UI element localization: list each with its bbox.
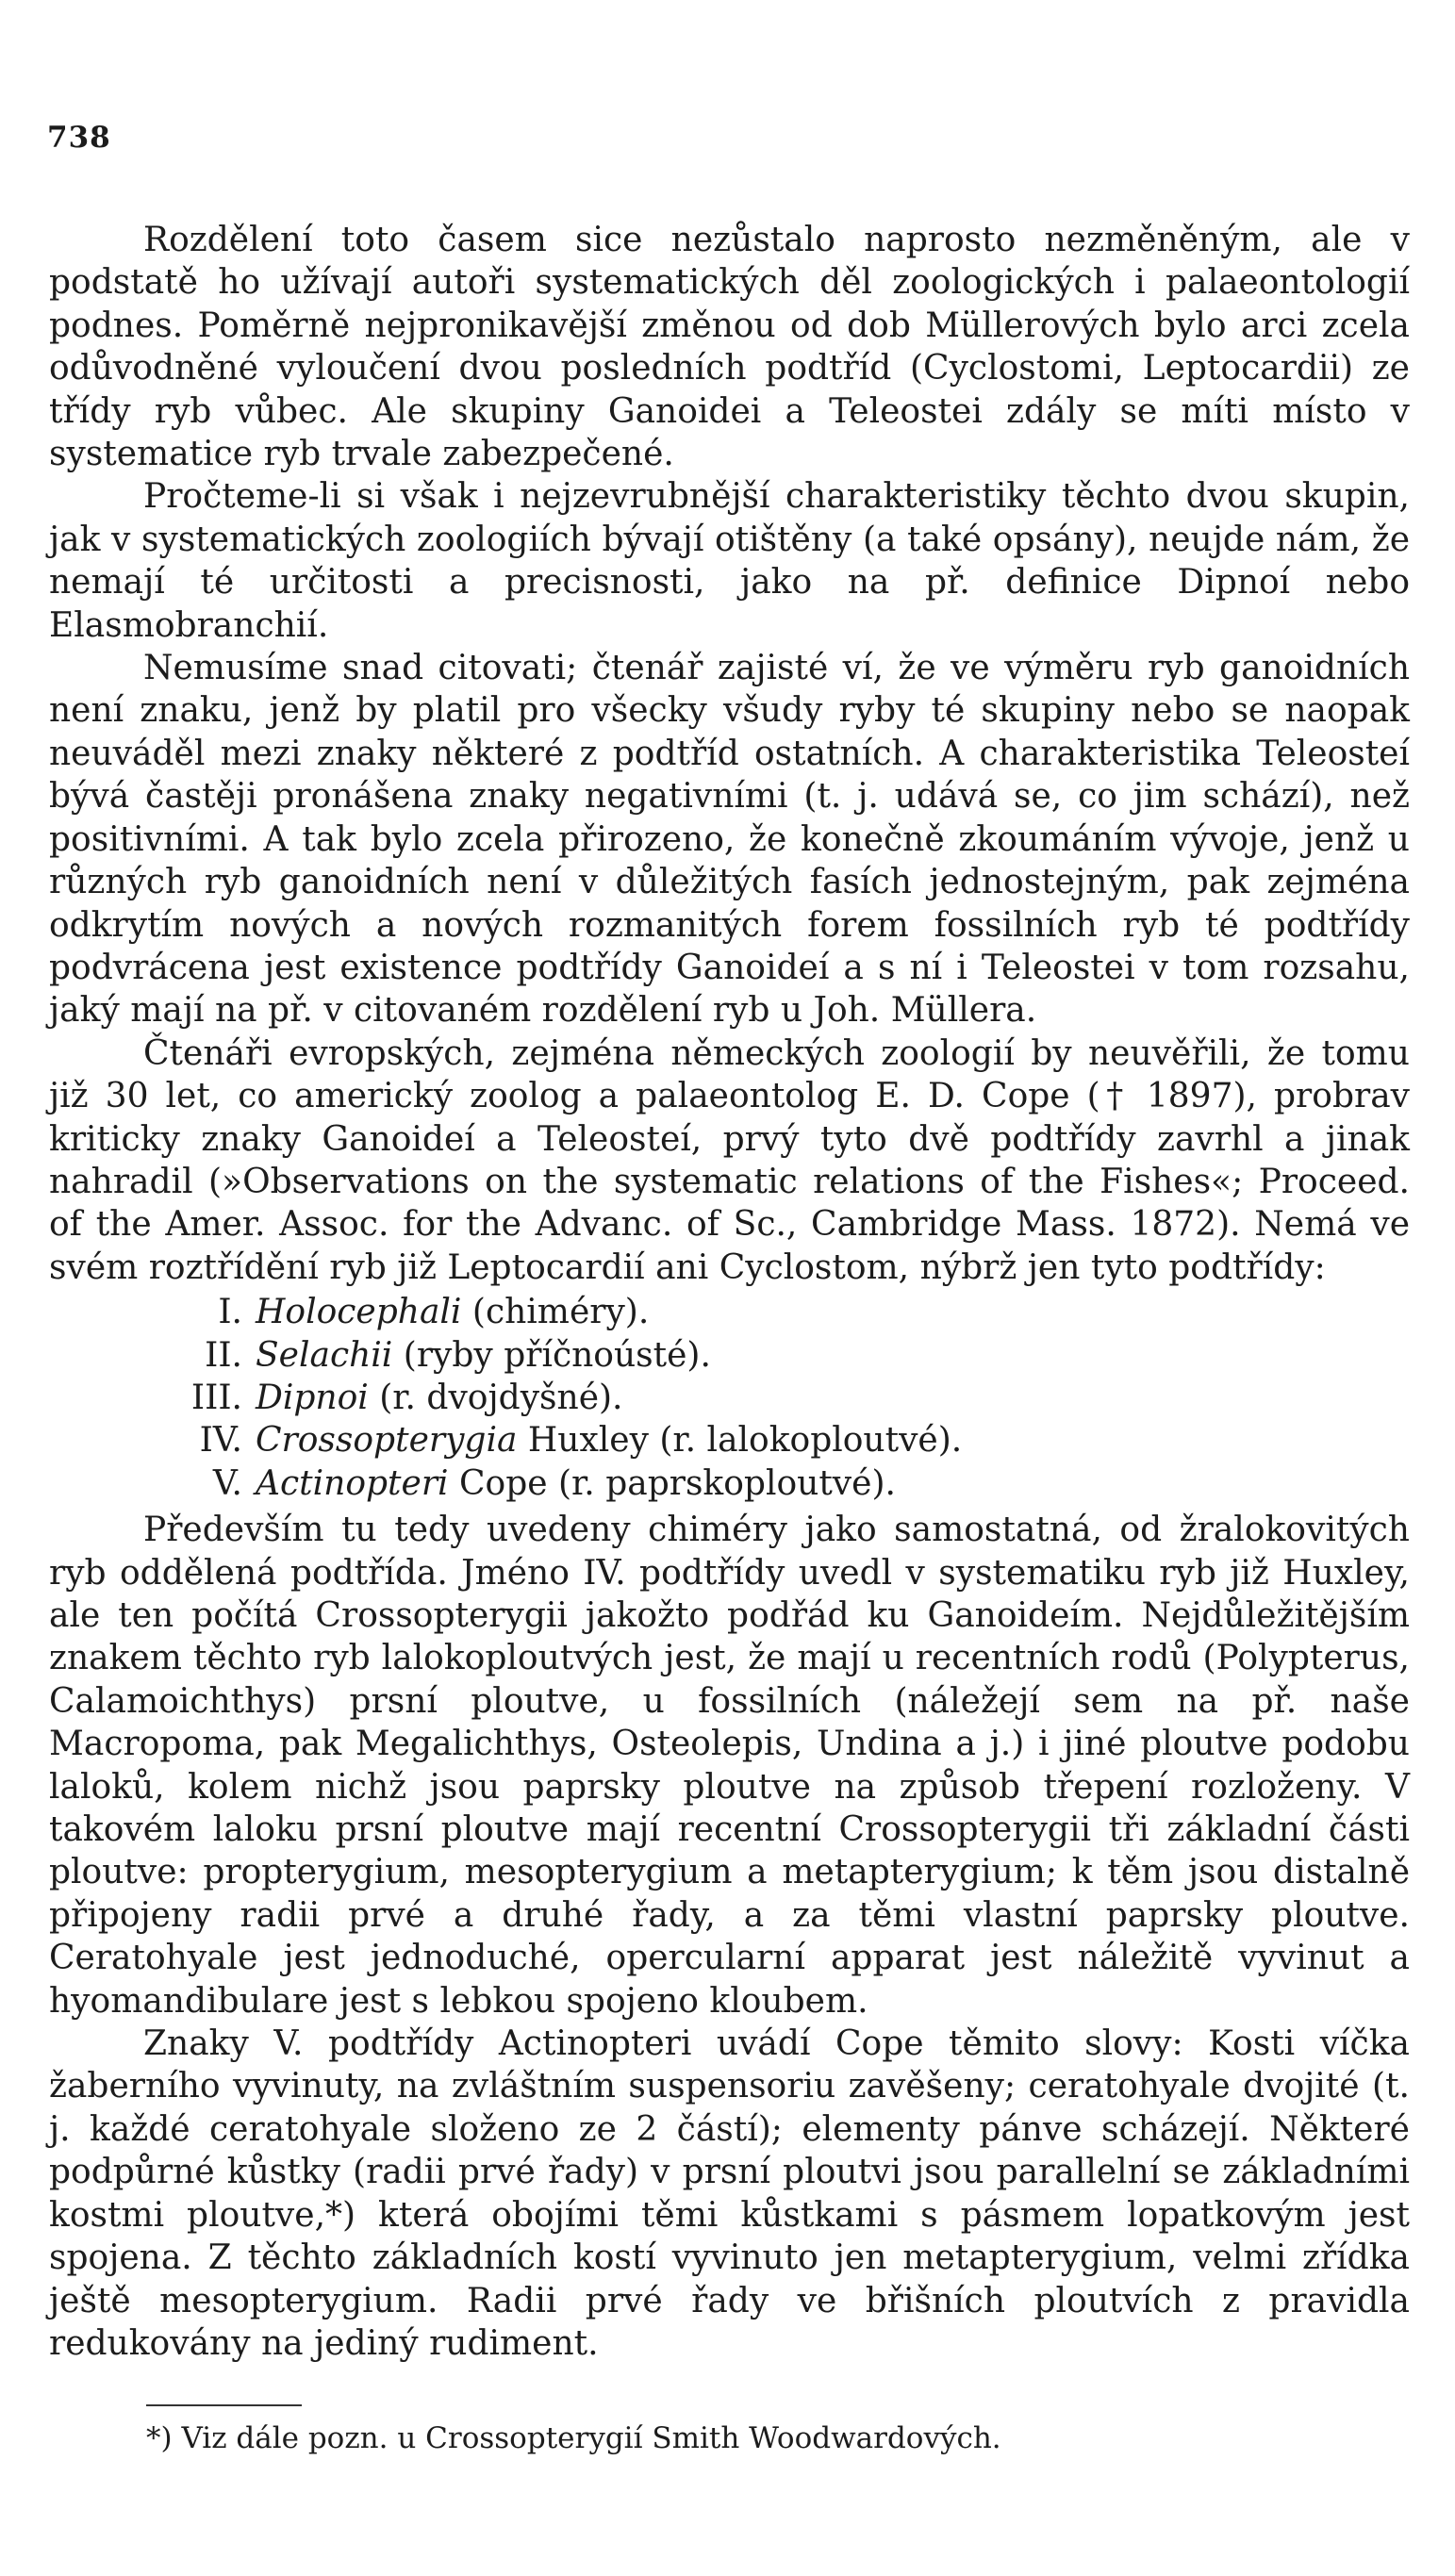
subclass-name: Selachii [256, 1335, 393, 1375]
subclass-item [49, 1334, 1410, 1377]
footnote: *) Viz dále pozn. u Crossopterygií Smith Woodwardových. [146, 2421, 1001, 2455]
subclass-desc: Huxley (r. lalokoploutvé). [517, 1421, 963, 1461]
subclass-list [49, 1291, 1410, 1505]
subclass-name: Actinopteri [256, 1463, 449, 1503]
subclass-number: III. [190, 1378, 242, 1417]
subclass-desc: (r. dvojdyšné). [368, 1378, 623, 1417]
subclass-item [49, 1419, 1410, 1461]
subclass-desc: (chiméry). [461, 1293, 650, 1332]
subclass-name: Holocephali [256, 1293, 462, 1332]
subclass-number: I. [218, 1293, 242, 1332]
subclass-desc: (ryby příčnoústé). [392, 1335, 711, 1375]
paragraph: Znaky V. podtřídy Actinopteri uvádí Cope těmito slovy: Kosti víčka žaberního vyvinuty, na zvláštním suspensoriu zavěšeny; ceratohyale dvojité (t. j. každé ceratohyale složeno ze 2 částí); elementy pánve scházejí. Některé podpůrné kůstky (radii prvé řady) v prsní ploutvi jsou parallelní se základními kostmi ploutve,*) která obojími těmi kůstkami s pásmem lopatkovým jest spojena. Z těchto základních kostí vyvinuto jen metapterygium, velmi zřídka ještě mesopterygium. Radii prvé řady ve břišních ploutvích z pravidla redukovány na jediný rudiment. [49, 2024, 1410, 2363]
paragraph: Čtenáři evropských, zejména německých zoologií by neuvěřili, že tomu již 30 let, co americký zoolog a palaeontolog E. D. Cope († 1897), probrav kriticky znaky Ganoideí a Teleosteí, prvý tyto dvě podtřídy zavrhl a jinak nahradil (»Observations on the systematic relations of the Fishes«; Proceed. of the Amer. Assoc. for the Advanc. of Sc., Cambridge Mass. 1872). Nemá ve svém roztřídění ryb již Leptocardií ani Cyclostom, nýbrž jen tyto podtřídy: [49, 1033, 1410, 1287]
subclass-name: Crossopterygia [256, 1421, 518, 1461]
subclass-item [49, 1377, 1410, 1419]
subclass-desc: Cope (r. paprskoploutvé). [448, 1463, 896, 1503]
body-text [49, 219, 1410, 2365]
paragraph: Pročteme-li si však i nejzevrubnější charakteristiky těchto dvou skupin, jak v systematických zoologiích bývají otištěny (a také opsány), neujde nám, že nemají té určitosti a precisnosti, jako na př. definice Dipnoí nebo Elasmobranchií. [49, 477, 1410, 645]
subclass-item [49, 1291, 1410, 1333]
paragraph: Nemusíme snad citovati; čtenář zajisté ví, že ve výměru ryb ganoidních není znaku, jenž by platil pro všecky všudy ryby té skupiny nebo se naopak neuváděl mezi znaky některé z podtříd ostatních. A charakteristika Teleosteí bývá častěji pronášena znaky negativními (t. j. udává se, co jim schází), než positivními. A tak bylo zcela přirozeno, že konečně zkoumáním vývoje, jenž u různých ryb ganoidních není v důležitých fasích jednostejným, pak zejména odkrytím nových a nových rozmanitých forem fossilních ryb té podtřídy podvrácena jest existence podtřídy Ganoideí a s ní i Teleostei v tom rozsahu, jaký mají na př. v citovaném rozdělení ryb u Joh. Müllera. [49, 649, 1410, 1031]
page-number: 738 [47, 121, 111, 155]
subclass-item [49, 1462, 1410, 1505]
subclass-number: V. [212, 1463, 242, 1503]
footnote-divider [146, 2404, 302, 2406]
subclass-number: IV. [199, 1421, 242, 1461]
subclass-number: II. [205, 1335, 242, 1375]
paragraph: Především tu tedy uvedeny chiméry jako samostatná, od žralokovitých ryb oddělená podtřída. Jméno IV. podtřídy uvedl v systematiku ryb již Huxley, ale ten počítá Crossopterygii jakožto podřád ku Ganoideím. Nejdůležitějším znakem těchto ryb lalokoploutvých jest, že mají u recentních rodů (Polypterus, Calamoichthys) prsní ploutve, u fossilních (náležejí sem na př. naše Macropoma, pak Megalichthys, Osteolepis, Undina a j.) i jiné ploutve podobu laloků, kolem nichž jsou paprsky ploutve na způsob třepení rozloženy. V takovém laloku prsní ploutve mají recentní Crossopterygii tři základní části ploutve: propterygium, mesopterygium a metapterygium; k těm jsou distalně připojeny radii prvé a druhé řady, a za těmi vlastní paprsky ploutve. Ceratohyale jest jednoduché, opercularní apparat jest náležitě vyvinut a hyomandibulare jest s lebkou spojeno kloubem. [49, 1511, 1410, 2021]
paragraph: Rozdělení toto časem sice nezůstalo naprosto nezměněným, ale v podstatě ho užívají autoři systematických děl zoologických i palaeontologií podnes. Poměrně nejpronikavější změnou od dob Müllerových bylo arci zcela odůvodněné vyloučení dvou posledních podtříd (Cyclostomi, Leptocardii) ze třídy ryb vůbec. Ale skupiny Ganoidei a Teleostei zdály se míti místo v systematice ryb trvale zabezpečené. [49, 221, 1410, 474]
subclass-name: Dipnoi [256, 1378, 369, 1417]
